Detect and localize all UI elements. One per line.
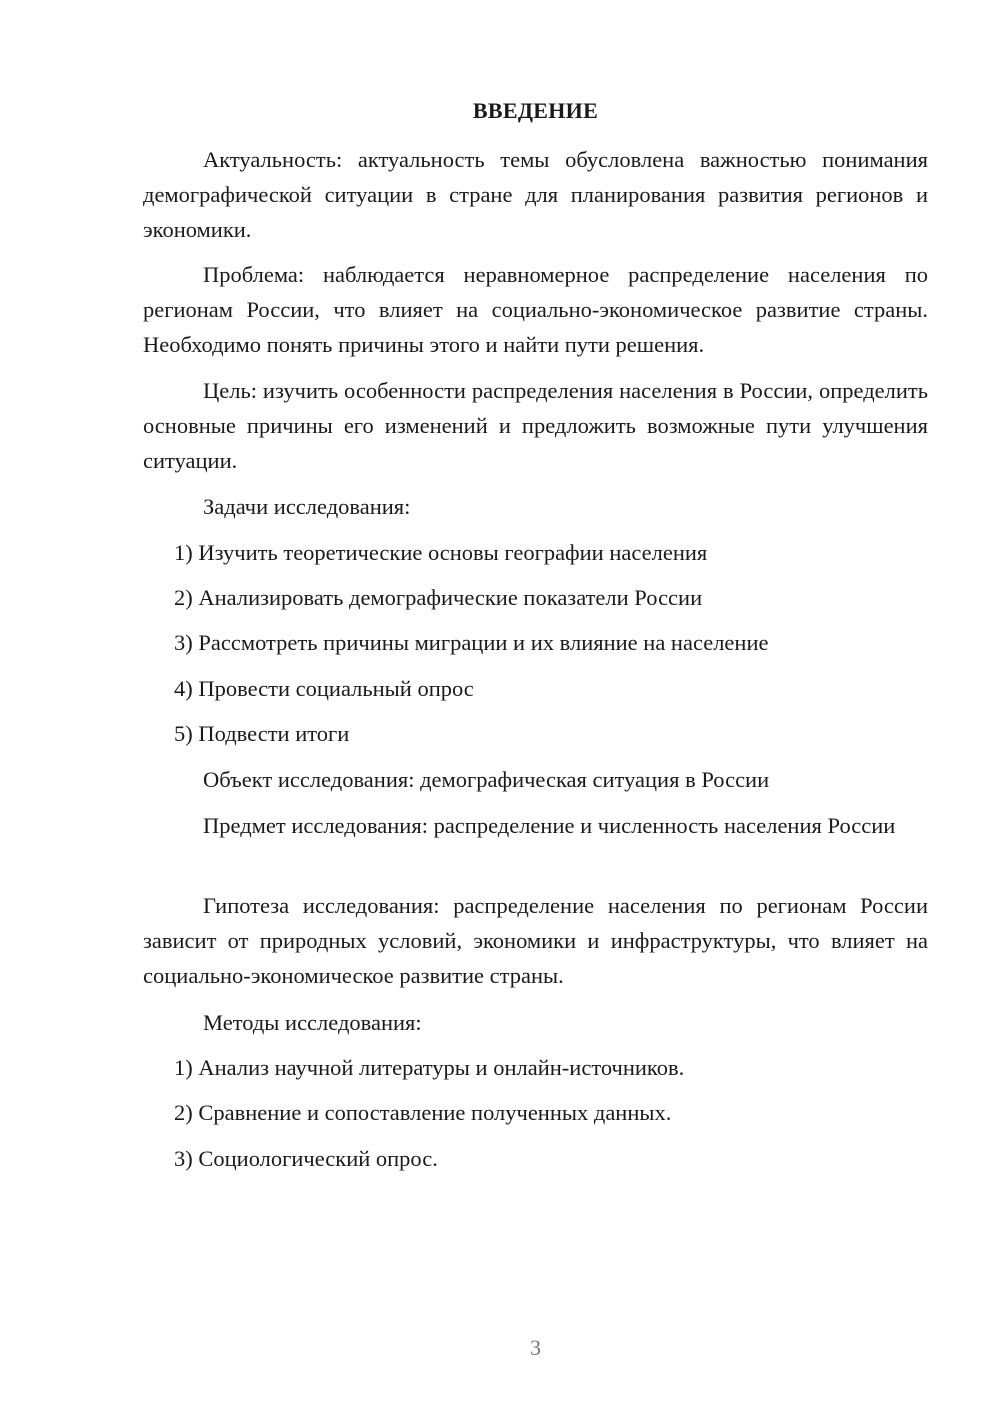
paragraph-subject: Предмет исследования: распределение и численность населения России [203,813,896,838]
paragraph-relevance: Актуальность: актуальность темы обусловлена важностью понимания демографической ситуации в стране для планирования развития регионов и экономики. [143,147,928,242]
paragraph-object: Объект исследования: демографическая ситуация в России [203,767,770,792]
method-item-3: 3) Социологический опрос. [174,1146,438,1171]
paragraph-problem: Проблема: наблюдается неравномерное распределение населения по регионам России, что влияет на социально-экономическое развитие страны. Необходимо понять причины этого и найти пути решения. [143,262,928,357]
task-item-3: 3) Рассмотреть причины миграции и их влияние на население [174,630,769,655]
task-item-2: 2) Анализировать демографические показатели России [174,585,703,610]
task-item-5: 5) Подвести итоги [174,721,350,746]
method-item-2: 2) Сравнение и сопоставление полученных данных. [174,1100,672,1125]
page-number: 3 [530,1335,541,1360]
paragraph-goal: Цель: изучить особенности распределения населения в России, определить основные причины его изменений и предложить возможные пути улучшения ситуации. [143,378,928,473]
task-item-4: 4) Провести социальный опрос [174,676,474,701]
method-item-1: 1) Анализ научной литературы и онлайн-источников. [174,1055,685,1080]
task-item-1: 1) Изучить теоретические основы географии населения [174,540,708,565]
paragraph-hypothesis: Гипотеза исследования: распределение населения по регионам России зависит от природных условий, экономики и инфраструктуры, что влияет на социально-экономическое развитие страны. [143,893,928,988]
tasks-heading: Задачи исследования: [203,494,411,519]
document-page [143,0,928,1414]
methods-heading: Методы исследования: [203,1010,422,1035]
section-title: ВВЕДЕНИЕ [472,98,599,123]
